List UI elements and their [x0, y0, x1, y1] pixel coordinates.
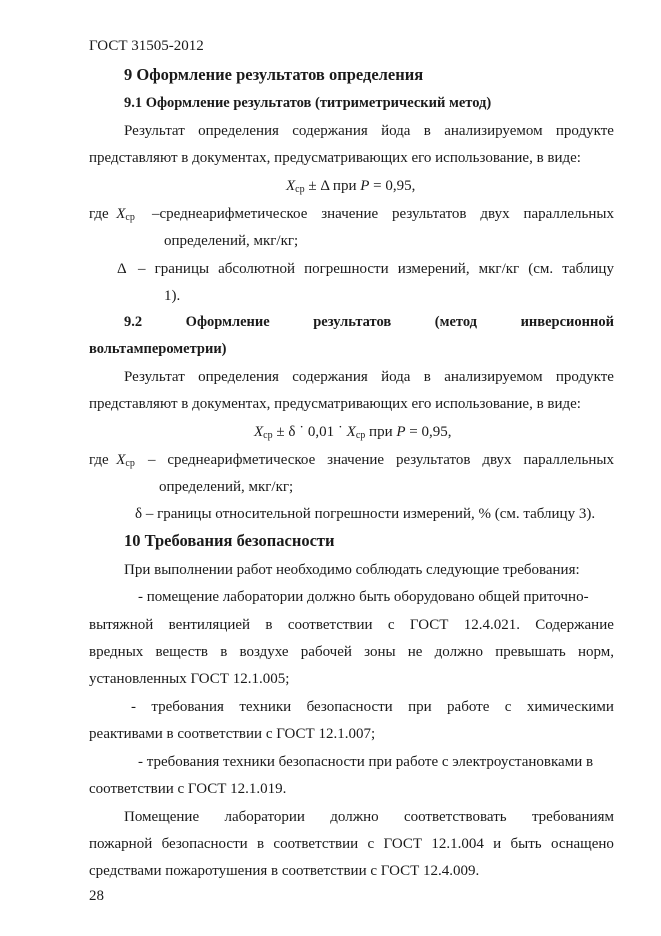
s10-item1-line-3 — [89, 643, 614, 661]
word: лаборатории — [224, 809, 305, 825]
word: Результат — [124, 123, 185, 139]
s92-where-label: где $X_{ср}$ — [89, 452, 135, 469]
word: анализируемом — [444, 369, 543, 385]
word: в — [265, 617, 273, 633]
word: Оформление — [185, 314, 270, 330]
word: – — [138, 261, 146, 277]
word: (см. — [528, 261, 554, 277]
word: безопасности — [161, 836, 248, 852]
word: двух — [482, 452, 512, 468]
word: веществ — [155, 644, 209, 660]
word: мкг/кг — [478, 261, 520, 277]
word: соответствовать — [403, 809, 507, 825]
s10-item1-line-2 — [89, 616, 614, 634]
s92-intro-line-2: представляют в документах, предусматривающих его использование, в виде: — [89, 396, 581, 412]
word: Содержание — [535, 617, 614, 633]
section-9-heading: 9 Оформление результатов определения — [124, 65, 424, 84]
word: значение — [327, 452, 385, 468]
word: содержания — [292, 123, 368, 139]
s92-def1-line-1 — [148, 451, 614, 469]
word: ГОСТ — [409, 617, 449, 633]
s10-intro: При выполнении работ необходимо соблюдать следующие требования: — [124, 562, 580, 578]
word: результатов — [313, 314, 392, 330]
word: двух — [480, 206, 510, 222]
word: результатов — [395, 452, 471, 468]
s92-intro-line-1 — [124, 368, 614, 386]
word: соответствии — [287, 617, 373, 633]
word: воздухе — [239, 644, 289, 660]
word: вентиляцией — [168, 617, 251, 633]
word: быть — [510, 836, 542, 852]
word: в — [257, 836, 265, 852]
word: должно — [434, 644, 483, 660]
s10-item1-line-4: установленных ГОСТ 12.1.005; — [89, 671, 290, 687]
s91-intro-line-1 — [124, 122, 614, 140]
word: продукте — [555, 369, 614, 385]
s91-def2-line-1 — [138, 260, 614, 278]
word: продукте — [555, 123, 614, 139]
s10-final-line-3: средствами пожаротушения в соответствии с ГОСТ 12.4.009. — [89, 863, 480, 879]
word: 12.1.004 — [431, 836, 484, 852]
s10-item3-line-1: - требования техники безопасности при работе с электроустановками в — [138, 754, 594, 770]
section-10-heading: 10 Требования безопасности — [124, 531, 335, 550]
word: требования — [151, 699, 224, 715]
word: результатов — [392, 206, 467, 222]
word: зоны — [364, 644, 396, 660]
word: вытяжной — [89, 617, 154, 633]
word: должно — [330, 809, 379, 825]
word: границы — [154, 261, 210, 277]
word: параллельных — [523, 452, 614, 468]
word: значение — [321, 206, 379, 222]
word: при — [408, 699, 432, 715]
word: норм, — [577, 644, 614, 660]
word: с — [367, 836, 375, 852]
word: погрешности — [304, 261, 389, 277]
s10-final-line-2 — [89, 835, 614, 853]
word: йода — [381, 369, 411, 385]
word: Помещение — [124, 809, 200, 825]
word: среднеарифметическое — [167, 452, 316, 468]
document-header: ГОСТ 31505-2012 — [89, 38, 204, 54]
word: определения — [198, 123, 279, 139]
word: – — [148, 452, 156, 468]
word: йода — [381, 123, 411, 139]
word: и — [493, 836, 502, 852]
s91-formula: $X_{ср} \pm \Delta$ при P = 0,95, — [286, 178, 416, 195]
page-number: 28 — [89, 888, 104, 904]
word: - — [131, 699, 136, 715]
word: в — [423, 123, 431, 139]
s91-where-label: где $X_{ср}$ — [89, 206, 135, 223]
s10-item1-line-1: - помещение лаборатории должно быть оборудовано общей приточно- — [138, 589, 589, 605]
word: содержания — [292, 369, 368, 385]
s10-item2-line-1 — [131, 698, 614, 716]
section-9-2-heading-line-1 — [124, 313, 614, 331]
word: техники — [239, 699, 292, 715]
word: абсолютной — [218, 261, 295, 277]
s92-def2: δ – границы относительной погрешности измерений, % (см. таблицу 3). — [135, 506, 596, 522]
section-9-2-heading-line-2: вольтамперометрии) — [89, 341, 227, 357]
word: в — [423, 369, 431, 385]
s10-final-line-1 — [124, 808, 614, 826]
word: –среднеарифметическое — [152, 206, 308, 222]
word: с — [504, 699, 512, 715]
s10-item2-line-2: реактивами в соответствии с ГОСТ 12.1.007; — [89, 726, 376, 742]
s92-formula: $X_{ср} \pm \delta$ ˙ 0,01 ˙ $X_{ср}$ при P = 0,95, — [254, 424, 452, 441]
word: ГОСТ — [383, 836, 422, 852]
section-9-1-heading: 9.1 Оформление результатов (титриметрический метод) — [124, 95, 492, 111]
word: вредных — [89, 644, 144, 660]
word: с — [387, 617, 395, 633]
s91-delta-symbol: Δ — [117, 261, 127, 277]
word: оснащено — [550, 836, 614, 852]
word: инверсионной — [520, 314, 614, 330]
word: в — [220, 644, 228, 660]
s91-def1-line-1 — [152, 205, 614, 223]
word: превышать — [495, 644, 566, 660]
word: параллельных — [523, 206, 614, 222]
word: пожарной — [89, 836, 153, 852]
word: 12.4.021. — [463, 617, 520, 633]
s91-def2-line-2: 1). — [164, 288, 181, 304]
word: таблицу — [562, 261, 614, 277]
word: анализируемом — [444, 123, 543, 139]
s91-intro-line-2: представляют в документах, предусматривающих его использование, в виде: — [89, 150, 581, 166]
word: Результат — [124, 369, 185, 385]
word: 9.2 — [124, 314, 143, 330]
word: определения — [198, 369, 279, 385]
word: (метод — [434, 314, 478, 330]
s91-def1-line-2: определений, мкг/кг; — [164, 233, 299, 249]
word: измерений, — [397, 261, 470, 277]
s92-def1-line-2: определений, мкг/кг; — [159, 479, 294, 495]
word: рабочей — [300, 644, 352, 660]
word: требованиям — [531, 809, 614, 825]
s10-item3-line-2: соответствии с ГОСТ 12.1.019. — [89, 781, 287, 797]
word: работе — [447, 699, 490, 715]
word: не — [407, 644, 423, 660]
word: безопасности — [306, 699, 393, 715]
word: химическими — [526, 699, 614, 715]
word: соответствии — [273, 836, 359, 852]
